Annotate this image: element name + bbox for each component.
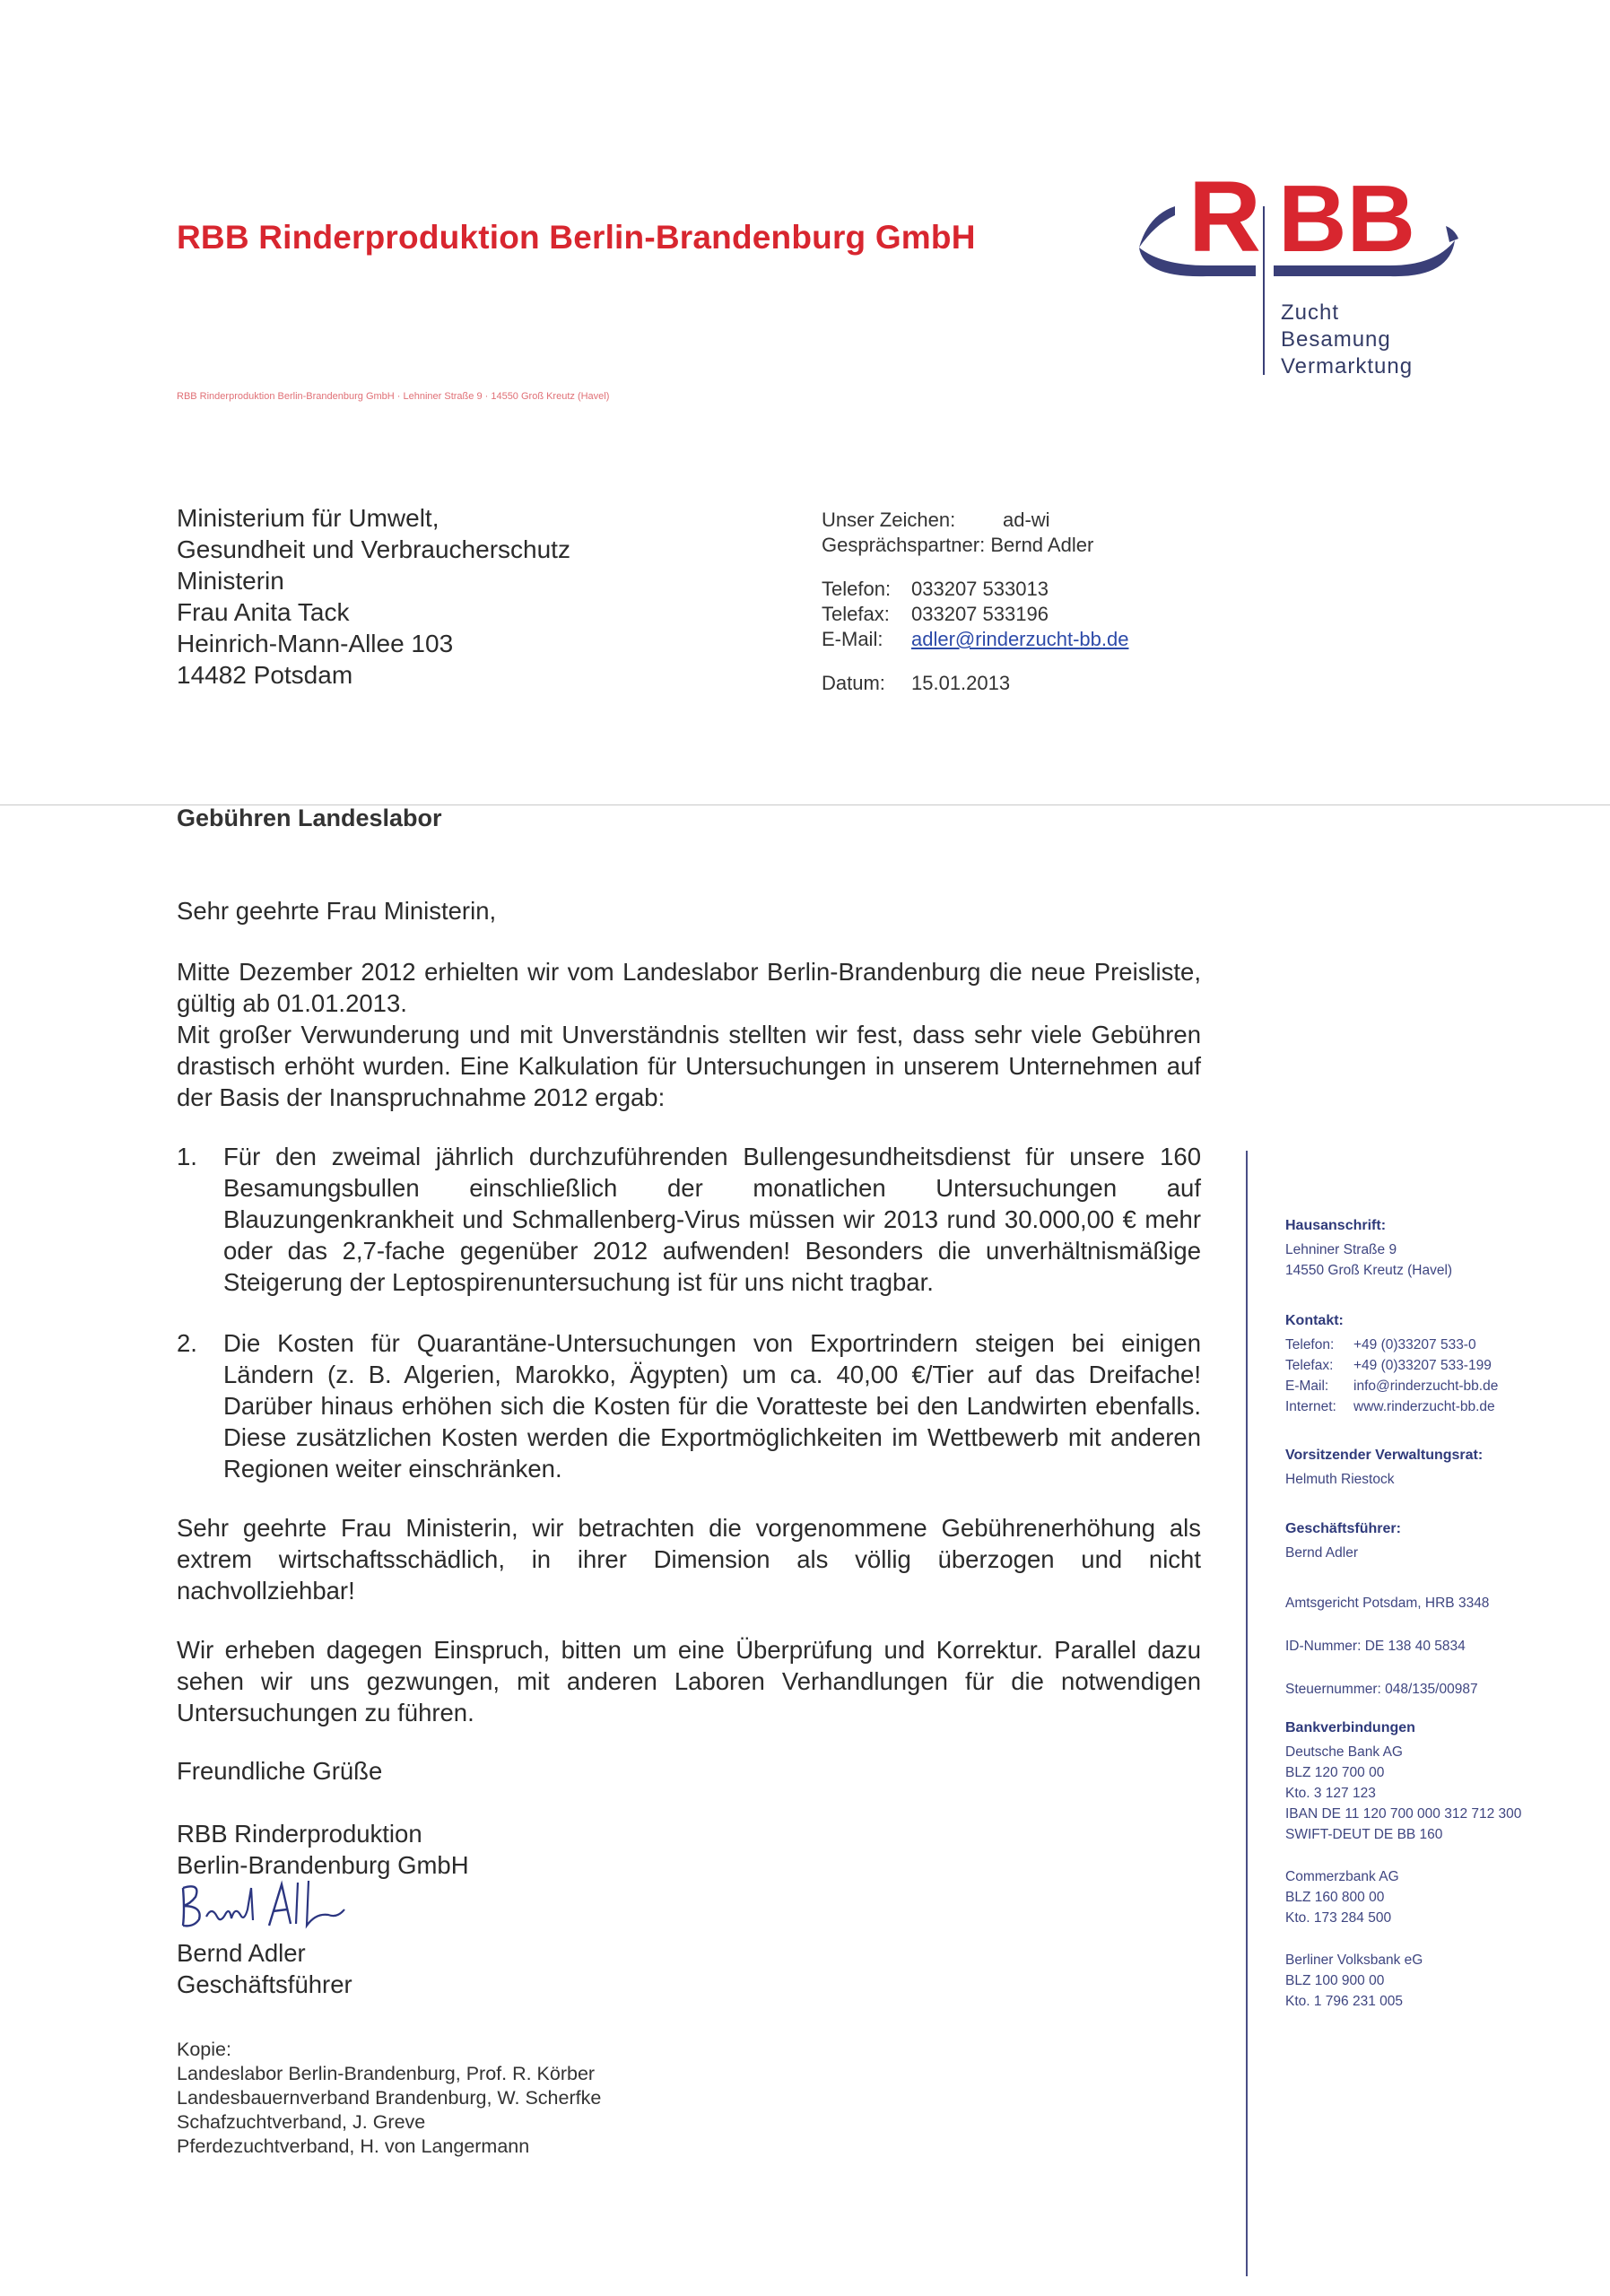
reference-telefon: Telefon: 033207 533013	[822, 578, 1049, 600]
tagline-vermarktung: Vermarktung	[1281, 354, 1414, 378]
copy-recipient: Landeslabor Berlin-Brandenburg, Prof. R. Körber	[177, 2063, 596, 2084]
copy-recipient: Pferdezuchtverband, H. von Langermann	[177, 2135, 530, 2157]
reference-email: E-Mail: adler@rinderzucht-bb.de	[822, 628, 1129, 650]
recipient-line: Ministerin	[177, 567, 284, 595]
sidebar-bank-details: Bankverbindungen Deutsche Bank AG BLZ 120 700 00 Kto. 3 127 123 IBAN DE 11 120 700 000 312 712 300 SWIFT-DEUT DE BB 160 Commerzbank AG BLZ 160 800 00 Kto. 173 284 500 Berliner Volksbank eG BLZ 100 900 00 Kto. 1 796 231 005	[1285, 1720, 1522, 2009]
recipient-line: Frau Anita Tack	[177, 598, 350, 626]
reference-telefax: Telefax: 033207 533196	[822, 603, 1049, 625]
closing-greeting: Freundliche Grüße	[177, 1757, 383, 1785]
logo-letters-bb: BB	[1278, 170, 1416, 272]
reference-datum: Datum: 15.01.2013	[822, 672, 1011, 694]
sender-return-address: RBB Rinderproduktion Berlin-Brandenburg GmbH · Lehniner Straße 9 · 14550 Groß Kreutz (Havel)	[177, 391, 610, 402]
email-link[interactable]: adler@rinderzucht-bb.de	[911, 628, 1129, 650]
recipient-line: Heinrich-Mann-Allee 103	[177, 630, 454, 657]
list-item-2: 2. Die Kosten für Quarantäne-Untersuchungen von Exportrindern steigen bei einigen Ländern (z. B. Algerien, Marokko, Ägypten) um ca. 40,00 €/Tier auf das Dreifache! Darüber hinaus erhöhen sich die Kosten für die Voratteste bei den Landwirten ebenfalls. Diese zusätzlichen Kosten werden die Exportmöglichkeiten im Wettbewerb mit anderen Regionen weiter einschränken.	[177, 1329, 1201, 1483]
copy-list	[177, 2038, 601, 2159]
recipient-line: 14482 Potsdam	[177, 661, 353, 689]
logo-letter-r: R	[1188, 170, 1261, 273]
reference-partner: Gesprächspartner: Bernd Adler	[822, 534, 1094, 556]
tagline	[1281, 300, 1413, 380]
copy-recipient: Schafzuchtverband, J. Greve	[177, 2111, 426, 2133]
paragraph-4: Wir erheben dagegen Einspruch, bitten um eine Überprüfung und Korrektur. Parallel dazu sehen wir uns gezwungen, mit anderen Laboren Verhandlungen für die notwendigen Untersuchungen zu führen.	[177, 1636, 1201, 1726]
sidebar-court: Amtsgericht Potsdam, HRB 3348	[1285, 1596, 1490, 1611]
tagline-zucht: Zucht	[1281, 300, 1340, 325]
signatory-company-line-1: RBB Rinderproduktion	[177, 1820, 422, 1848]
copy-recipient: Landesbauernverband Brandenburg, W. Scherfke	[177, 2087, 602, 2109]
paragraph-3: Sehr geehrte Frau Ministerin, wir betrachten die vorgenommene Gebührenerhöhung als extrem wirtschaftsschädlich, in ihrer Dimension als völlig überzogen und nicht nachvollziehbar!	[177, 1514, 1201, 1605]
list-item-1: 1. Für den zweimal jährlich durchzuführenden Bullengesundheitsdienst für unsere 160 Besamungsbullen einschließlich der monatlichen Untersuchungen auf Blauzungenkrankheit und Schmallenberg-Virus müssen wir 2013 rund 30.000,00 € mehr oder das 2,7-fache gegenüber 2012 aufwenden! Besonders die unverhältnismäßige Steigerung der Leptospirenuntersuchung ist für uns nicht tragbar.	[177, 1143, 1201, 1296]
recipient-line: Gesundheit und Verbraucherschutz	[177, 535, 570, 563]
sidebar-divider	[1246, 1151, 1248, 2276]
rbb-logo	[1121, 170, 1471, 314]
signatory-name: Bernd Adler	[177, 1939, 306, 1967]
tagline-besamung: Besamung	[1281, 327, 1391, 352]
company-name: RBB Rinderproduktion Berlin-Brandenburg GmbH	[177, 219, 976, 256]
recipient-line: Ministerium für Umwelt,	[177, 504, 439, 532]
sidebar-ceo: Geschäftsführer: Bernd Adler	[1285, 1521, 1401, 1561]
logo-divider	[1263, 206, 1265, 375]
sidebar-email[interactable]: info@rinderzucht-bb.de	[1353, 1378, 1499, 1394]
handwritten-signature	[176, 1870, 355, 1942]
sidebar-id-number: ID-Nummer: DE 138 40 5834	[1285, 1639, 1466, 1654]
copy-label: Kopie:	[177, 2039, 231, 2060]
letter-subject: Gebühren Landeslabor	[177, 804, 442, 831]
sidebar-contact: Kontakt: Telefon: +49 (0)33207 533-0 Telefax: +49 (0)33207 533-199 E-Mail: info@rinderzucht-bb.de Internet: www.rinderzucht-bb.de	[1285, 1313, 1499, 1414]
reference-block	[822, 508, 1128, 696]
signatory-title: Geschäftsführer	[177, 1970, 352, 1998]
sidebar-tax-number: Steuernummer: 048/135/00987	[1285, 1682, 1478, 1697]
signatory-company-line-2: Berlin-Brandenburg GmbH	[177, 1851, 469, 1879]
recipient-address	[177, 502, 570, 691]
sidebar-address: Hausanschrift: Lehniner Straße 9 14550 Groß Kreutz (Havel)	[1285, 1218, 1453, 1278]
sidebar-board: Vorsitzender Verwaltungsrat: Helmuth Riestock	[1285, 1448, 1484, 1487]
salutation: Sehr geehrte Frau Ministerin,	[177, 897, 497, 925]
sidebar-website[interactable]: www.rinderzucht-bb.de	[1353, 1399, 1495, 1414]
paragraph-1: Mitte Dezember 2012 erhielten wir vom Landeslabor Berlin-Brandenburg die neue Preisliste, gültig ab 01.01.2013. Mit großer Verwunderung und mit Unverständnis stellten wir fest, dass sehr viele Gebühren drastisch erhöht wurden. Eine Kalkulation für Untersuchungen in unserem Unternehmen auf der Basis der Inanspruchnahme 2012 ergab:	[177, 958, 1201, 1111]
reference-zeichen: Unser Zeichen: ad-wi	[822, 509, 1050, 531]
